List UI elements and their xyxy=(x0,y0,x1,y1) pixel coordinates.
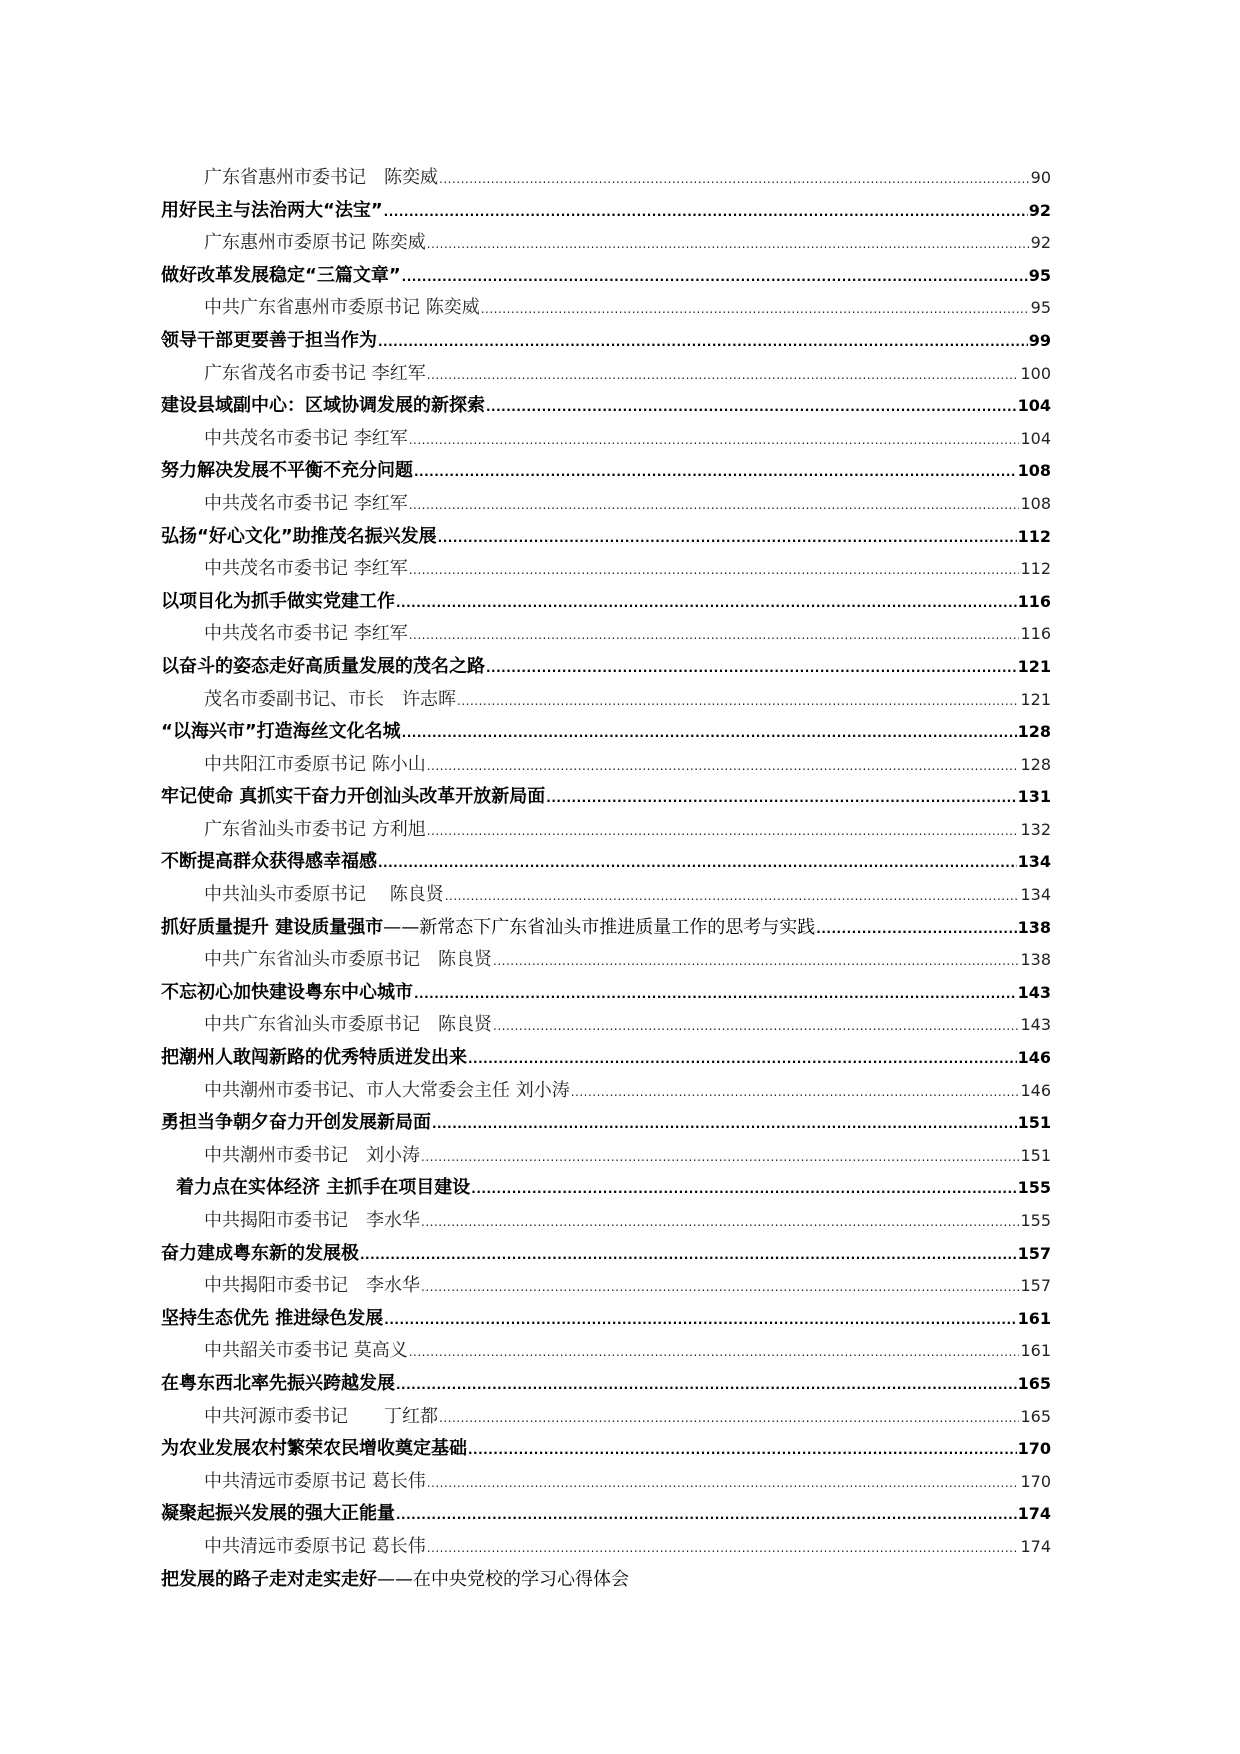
dot-leader xyxy=(409,423,1020,457)
toc-entry-label: 广东省惠州市委书记 陈奕威 xyxy=(204,167,438,188)
toc-entry-label: 中共广东省汕头市委原书记 陈良贤 xyxy=(204,1014,492,1036)
dot-leader xyxy=(396,1368,1017,1402)
toc-entry-text xyxy=(204,1075,570,1108)
page-number: 112 xyxy=(1017,526,1051,546)
toc-entry-author[interactable] xyxy=(161,1531,1051,1564)
toc-entry-label: 中共清远市委原书记 葛长伟 xyxy=(204,1470,426,1492)
dot-leader xyxy=(384,1303,1016,1337)
toc-entry-text xyxy=(204,1531,426,1564)
toc-entry-author[interactable] xyxy=(161,1140,1051,1173)
toc-entry-text xyxy=(204,1009,492,1042)
page-number: 90 xyxy=(1030,168,1051,187)
dot-leader xyxy=(378,325,1028,359)
toc-entry-label: 中共韶关市委书记 莫高义 xyxy=(204,1340,408,1362)
dot-leader xyxy=(421,1140,1019,1174)
dot-leader xyxy=(439,162,1030,196)
page-number: 99 xyxy=(1028,330,1051,350)
dot-leader xyxy=(409,488,1020,522)
page-number: 155 xyxy=(1017,1178,1051,1198)
toc-entry-author[interactable] xyxy=(161,488,1051,521)
page-number: 165 xyxy=(1020,1406,1051,1426)
toc-entry-label: 中共茂名市委书记 李红军 xyxy=(204,492,408,514)
page-number: 134 xyxy=(1020,885,1051,905)
toc-entry-author[interactable] xyxy=(161,1205,1051,1238)
toc-entry-label: 中共揭阳市委书记 李水华 xyxy=(204,1210,420,1231)
toc-entry-author[interactable] xyxy=(161,1075,1051,1108)
page-number: 116 xyxy=(1017,591,1051,611)
toc-entry-title[interactable] xyxy=(161,846,1051,879)
toc-entry-text xyxy=(204,423,408,456)
toc-entry-text xyxy=(161,1042,467,1075)
toc-entry-author[interactable] xyxy=(161,1401,1051,1434)
dot-leader xyxy=(421,1270,1019,1304)
dot-leader xyxy=(427,227,1030,261)
toc-entry-title[interactable] xyxy=(161,1498,1051,1531)
page-number: 157 xyxy=(1017,1243,1051,1263)
toc-entry-title[interactable] xyxy=(161,586,1051,619)
dot-leader xyxy=(445,879,1020,913)
toc-entry-text xyxy=(204,1335,408,1368)
page-number: 92 xyxy=(1030,233,1051,253)
toc-entry-text xyxy=(161,1303,383,1336)
toc-entry-title[interactable] xyxy=(161,390,1051,423)
toc-entry-label: 把发展的路子走对走实走好 xyxy=(161,1568,377,1590)
toc-entry-label: 坚持生态优先 推进绿色发展 xyxy=(161,1307,384,1329)
page-number: 134 xyxy=(1017,852,1051,872)
dot-leader xyxy=(438,521,1017,555)
toc-entry-text xyxy=(204,162,438,195)
toc-entry-author[interactable] xyxy=(161,1270,1051,1303)
toc-entry-author[interactable] xyxy=(161,1335,1051,1368)
toc-entry-label: 以奋斗的姿态走好高质量发展的茂名之路 xyxy=(161,655,485,677)
toc-entry-label: 中共茂名市委书记 李红军 xyxy=(204,558,408,580)
toc-entry-title[interactable] xyxy=(161,260,1051,293)
page-number: 146 xyxy=(1020,1080,1051,1100)
dot-leader xyxy=(384,195,1028,229)
toc-entry-label: 牢记使命 真抓实干奋力开创汕头改革开放新局面 xyxy=(161,786,546,808)
toc-entry-label: 弘扬“好心文化”助推茂名振兴发展 xyxy=(161,525,437,547)
toc-entry-text xyxy=(176,1172,470,1205)
page-number: 161 xyxy=(1020,1341,1051,1361)
toc-entry-author[interactable] xyxy=(161,423,1051,456)
toc-entry-label: 用好民主与法治两大“法宝” xyxy=(161,199,383,221)
toc-entry-title[interactable] xyxy=(161,1368,1051,1401)
toc-entry-label: 中共茂名市委书记 李红军 xyxy=(204,623,408,645)
dot-leader xyxy=(816,912,1016,946)
toc-entry-label: 中共广东省汕头市委原书记 陈良贤 xyxy=(204,949,492,971)
toc-entry-label: 广东省茂名市委书记 李红军 xyxy=(204,362,426,384)
toc-entry-label: 凝聚起振兴发展的强大正能量 xyxy=(161,1503,395,1525)
toc-entry-subtitle: ——新常态下广东省汕头市推进质量工作的思考与实践 xyxy=(383,916,816,938)
toc-entry-text xyxy=(161,1107,431,1140)
toc-entry-label: 茂名市委副书记、市长 许志晖 xyxy=(204,688,456,710)
toc-entry-author[interactable] xyxy=(161,944,1051,977)
toc-entry-text xyxy=(204,488,408,521)
toc-entry-text xyxy=(204,879,444,912)
page-number: 112 xyxy=(1020,559,1051,579)
dot-leader xyxy=(360,1238,1017,1272)
toc-entry-text xyxy=(161,846,377,879)
page-number: 104 xyxy=(1020,428,1051,448)
toc-entry-label: 中共河源市委书记 丁红都 xyxy=(204,1405,438,1427)
dot-leader xyxy=(486,651,1017,685)
dot-leader xyxy=(427,358,1020,392)
toc-entry-label: “以海兴市”打造海丝文化名城 xyxy=(161,721,401,743)
page-number: 131 xyxy=(1017,787,1051,807)
dot-leader xyxy=(486,390,1017,424)
dot-leader xyxy=(439,1401,1019,1435)
page-number: 95 xyxy=(1028,265,1051,285)
dot-leader xyxy=(396,586,1017,620)
toc-entry-author[interactable] xyxy=(161,227,1051,260)
toc-entry-title[interactable] xyxy=(161,1564,1051,1597)
toc-entry-label: 中共揭阳市委书记 李水华 xyxy=(204,1275,420,1297)
page-number: 121 xyxy=(1020,689,1051,709)
page-number: 95 xyxy=(1030,298,1051,318)
dot-leader xyxy=(493,944,1019,978)
page-number: 174 xyxy=(1017,1504,1051,1524)
dot-leader xyxy=(421,1205,1019,1239)
toc-entry-title[interactable] xyxy=(161,781,1051,814)
toc-entry-label: 做好改革发展稳定“三篇文章” xyxy=(161,264,401,286)
toc-entry-label: 中共茂名市委书记 李红军 xyxy=(204,427,408,449)
toc-entry-label: 中共阳江市委原书记 陈小山 xyxy=(204,753,426,775)
dot-leader xyxy=(414,455,1017,489)
toc-entry-label: 广东省汕头市委书记 方利旭 xyxy=(204,818,426,840)
dot-leader xyxy=(468,1042,1017,1076)
toc-entry-label: 中共潮州市委书记、市人大常委会主任 刘小涛 xyxy=(204,1079,570,1101)
toc-entry-text xyxy=(161,455,413,488)
page-number: 128 xyxy=(1020,754,1051,774)
toc-entry-label: 为农业发展农村繁荣农民增收奠定基础 xyxy=(161,1438,467,1460)
toc-entry-author[interactable] xyxy=(161,684,1051,717)
toc-entry-label: 中共清远市委原书记 葛长伟 xyxy=(204,1535,426,1557)
toc-entry-author[interactable] xyxy=(161,553,1051,586)
page-number: 108 xyxy=(1017,461,1051,481)
toc-entry-label: 勇担当争朝夕奋力开创发展新局面 xyxy=(161,1112,431,1134)
toc-entry-author[interactable] xyxy=(161,358,1051,391)
toc-entry-author[interactable] xyxy=(161,814,1051,847)
toc-entry-label: 领导干部更要善于担当作为 xyxy=(161,329,377,351)
toc-entry-title[interactable] xyxy=(161,912,1051,945)
toc-entry-text xyxy=(161,586,395,619)
toc-entry-title[interactable] xyxy=(161,325,1051,358)
toc-entry-text xyxy=(161,260,401,293)
dot-leader xyxy=(457,684,1019,718)
toc-entry-title[interactable] xyxy=(161,1042,1051,1075)
toc-entry-label: 努力解决发展不平衡不充分问题 xyxy=(161,460,413,482)
toc-entry-author[interactable] xyxy=(161,292,1051,325)
toc-entry-text xyxy=(161,390,485,423)
page-number: 100 xyxy=(1020,363,1051,383)
toc-entry-label: 中共广东省惠州市委原书记 陈奕威 xyxy=(204,297,480,319)
page-number: 128 xyxy=(1017,722,1051,742)
toc-entry-text xyxy=(161,325,377,358)
toc-entry-text xyxy=(161,1238,359,1271)
toc-entry-author[interactable] xyxy=(161,618,1051,651)
page-number: 151 xyxy=(1020,1145,1051,1165)
dot-leader xyxy=(427,814,1020,848)
toc-entry-label: 抓好质量提升 建设质量强市 xyxy=(161,916,384,938)
toc-entry-title[interactable] xyxy=(161,977,1051,1010)
dot-leader xyxy=(427,1466,1020,1500)
toc-entry-author[interactable] xyxy=(161,1009,1051,1042)
toc-entry-text xyxy=(204,553,408,586)
toc-entry-title[interactable] xyxy=(161,455,1051,488)
toc-entry-text xyxy=(161,1433,467,1466)
toc-entry-label: 着力点在实体经济 主抓手在项目建设 xyxy=(176,1177,471,1199)
page-number: 132 xyxy=(1020,819,1051,839)
toc-entry-text xyxy=(161,651,485,684)
toc-entry-text xyxy=(204,1466,426,1499)
toc-entry-text xyxy=(204,1205,420,1238)
dot-leader xyxy=(481,292,1030,326)
dot-leader xyxy=(546,781,1016,815)
toc-entry-author[interactable] xyxy=(161,1466,1051,1499)
toc-entry-label: 以项目化为抓手做实党建工作 xyxy=(161,590,395,612)
page-number: 146 xyxy=(1017,1048,1051,1068)
toc-entry-title[interactable] xyxy=(161,716,1051,749)
toc-entry-text xyxy=(161,195,383,228)
toc-entry-label: 中共潮州市委书记 刘小涛 xyxy=(204,1144,420,1166)
toc-entry-text xyxy=(161,781,545,814)
toc-entry-text xyxy=(204,1401,438,1434)
page-number: 170 xyxy=(1020,1471,1051,1491)
dot-leader xyxy=(414,977,1017,1011)
toc-entry-text xyxy=(204,814,426,847)
toc-entry-title[interactable] xyxy=(161,195,1051,228)
toc-entry-text xyxy=(204,358,426,391)
page-number: 143 xyxy=(1017,982,1051,1002)
toc-entry-title[interactable] xyxy=(161,651,1051,684)
toc-entry-text xyxy=(204,618,408,651)
toc-entry-text xyxy=(204,1140,420,1173)
toc-entry-text xyxy=(161,1368,395,1401)
page-number: 170 xyxy=(1017,1439,1051,1459)
page-number: 138 xyxy=(1020,950,1051,970)
toc-entry-text xyxy=(161,1498,395,1531)
toc-entry-text xyxy=(161,521,437,554)
toc-entry-text xyxy=(161,977,413,1010)
dot-leader xyxy=(409,553,1020,587)
page-number: 104 xyxy=(1017,396,1051,416)
toc-entry-title[interactable] xyxy=(161,1303,1051,1336)
page-number: 108 xyxy=(1020,493,1051,513)
toc-entry-title[interactable] xyxy=(161,521,1051,554)
toc-entry-title[interactable] xyxy=(161,1433,1051,1466)
toc-entry-label: 不忘初心加快建设粤东中心城市 xyxy=(161,981,413,1003)
dot-leader xyxy=(378,846,1017,880)
dot-leader xyxy=(409,1335,1020,1369)
dot-leader xyxy=(432,1107,1017,1141)
dot-leader xyxy=(396,1498,1017,1532)
toc-entry-title[interactable] xyxy=(161,1238,1051,1271)
page-number: 165 xyxy=(1017,1373,1051,1393)
toc-entry-label: 中共汕头市委原书记 陈良贤 xyxy=(204,884,444,906)
toc-entry-text xyxy=(204,944,492,977)
toc-entry-author[interactable] xyxy=(161,879,1051,912)
toc-entry-label: 不断提高群众获得感幸福感 xyxy=(161,851,377,873)
page-number: 174 xyxy=(1020,1536,1051,1556)
page-number: 92 xyxy=(1028,200,1051,220)
toc-entry-text xyxy=(204,292,480,325)
toc-entry-label: 把潮州人敢闯新路的优秀特质迸发出来 xyxy=(161,1047,467,1069)
toc-entry-title[interactable] xyxy=(161,1172,1051,1205)
toc-entry-title[interactable] xyxy=(161,1107,1051,1140)
page-number: 155 xyxy=(1020,1211,1051,1230)
page-number: 161 xyxy=(1017,1308,1051,1328)
page-number: 151 xyxy=(1017,1113,1051,1133)
toc-entry-text xyxy=(161,1564,629,1597)
page-number: 138 xyxy=(1017,917,1051,937)
toc-entry-text xyxy=(204,684,456,717)
page-number: 157 xyxy=(1020,1276,1051,1296)
page-number: 121 xyxy=(1017,656,1051,676)
toc-entry-text xyxy=(161,912,815,945)
dot-leader xyxy=(427,1531,1020,1565)
toc-entry-text xyxy=(161,716,401,749)
dot-leader xyxy=(571,1075,1020,1109)
toc-entry-label: 建设县域副中心：区域协调发展的新探索 xyxy=(161,395,485,417)
toc-entry-text xyxy=(204,1270,420,1303)
dot-leader xyxy=(402,716,1017,750)
dot-leader xyxy=(468,1433,1017,1467)
dot-leader xyxy=(471,1172,1016,1206)
toc-entry-author[interactable] xyxy=(161,162,1051,195)
dot-leader xyxy=(409,618,1020,652)
toc-entry-author[interactable] xyxy=(161,749,1051,782)
table-of-contents xyxy=(161,162,1051,1596)
toc-entry-text xyxy=(204,227,426,260)
dot-leader xyxy=(402,260,1028,294)
toc-entry-label: 在粤东西北率先振兴跨越发展 xyxy=(161,1372,395,1394)
toc-entry-label: 广东惠州市委原书记 陈奕威 xyxy=(204,232,426,254)
dot-leader xyxy=(493,1009,1019,1043)
page-number: 116 xyxy=(1020,624,1051,644)
dot-leader xyxy=(427,749,1020,783)
toc-entry-subtitle: ——在中央党校的学习心得体会 xyxy=(377,1568,629,1590)
toc-entry-text xyxy=(204,749,426,782)
page-number: 143 xyxy=(1020,1015,1051,1035)
toc-entry-label: 奋力建成粤东新的发展极 xyxy=(161,1242,359,1264)
